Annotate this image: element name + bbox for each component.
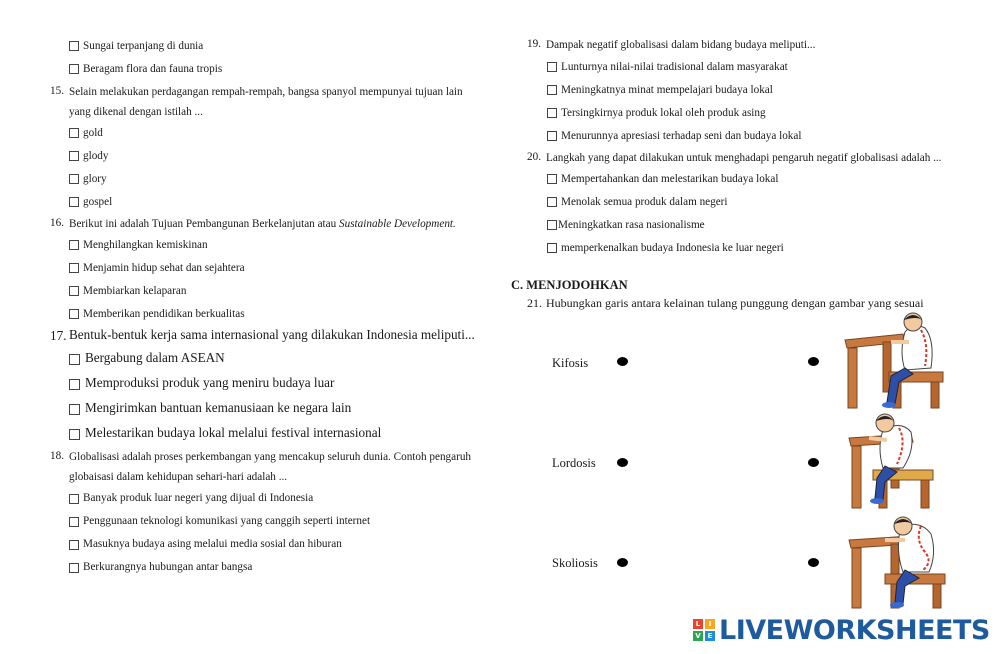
option-text: Tersingkirnya produk lokal oleh produk asing: [561, 107, 766, 119]
option-text: gospel: [83, 196, 113, 208]
option-text: Mengirimkan bantuan kemanusiaan ke negara lain: [85, 400, 352, 415]
section-title: C. MENJODOHKAN: [511, 278, 628, 292]
checkbox[interactable]: [69, 517, 79, 527]
option-text: glory: [83, 173, 107, 185]
question-number: 18.: [50, 450, 64, 462]
question-text: Langkah yang dapat dilakukan untuk menghadapi pengaruh negatif globalisasi adalah ...: [546, 152, 942, 164]
option-text: Banyak produk luar negeri yang dijual di Indonesia: [83, 492, 314, 504]
question-text: yang dikenal dengan istilah ...: [69, 106, 203, 118]
checkbox[interactable]: [69, 494, 79, 504]
checkbox[interactable]: [69, 354, 80, 365]
question-number: 16.: [50, 217, 64, 229]
match-dot-left[interactable]: [617, 458, 628, 467]
question-text: Globalisasi adalah proses perkembangan yang mencakup seluruh dunia. Contoh pengaruh: [69, 451, 472, 463]
logo-mark-icon: [693, 619, 715, 641]
option-text: Beragam flora dan fauna tropis: [83, 63, 223, 75]
checkbox[interactable]: [547, 62, 557, 72]
option-text: Mempertahankan dan melestarikan budaya lokal: [561, 173, 779, 185]
question-text-plain: Berikut ini adalah Tujuan Pembangunan Berkelanjutan atau: [69, 218, 339, 230]
checkbox[interactable]: [69, 41, 79, 51]
option-text: Sungai terpanjang di dunia: [83, 40, 204, 52]
checkbox[interactable]: [547, 243, 557, 253]
option-text: Memberikan pendidikan berkualitas: [83, 308, 245, 320]
question-number: 20.: [527, 151, 541, 163]
sitting-child-illustration: [845, 412, 950, 512]
checkbox[interactable]: [69, 404, 80, 415]
option-text: Meningkatnya minat mempelajari budaya lokal: [561, 84, 773, 96]
option-text: memperkenalkan budaya Indonesia ke luar negeri: [561, 242, 784, 254]
checkbox[interactable]: [69, 128, 79, 138]
option-text: Memproduksi produk yang meniru budaya luar: [85, 375, 335, 390]
option-text: Menjamin hidup sehat dan sejahtera: [83, 262, 245, 274]
match-dot-left[interactable]: [617, 558, 628, 567]
checkbox[interactable]: [69, 429, 80, 440]
match-label-lordosis: Lordosis: [552, 456, 596, 470]
option-text: Bergabung dalam ASEAN: [85, 350, 225, 365]
option-text: glody: [83, 150, 109, 162]
question-text: Dampak negatif globalisasi dalam bidang budaya meliputi...: [546, 39, 816, 51]
question-number: 21.: [527, 296, 542, 310]
option-text: Melestarikan budaya lokal melalui festival internasional: [85, 425, 382, 440]
match-dot-right[interactable]: [808, 458, 819, 467]
checkbox[interactable]: [547, 174, 557, 184]
checkbox[interactable]: [69, 197, 79, 207]
question-text: [69, 217, 456, 231]
checkbox[interactable]: [69, 64, 79, 74]
match-dot-right[interactable]: [808, 357, 819, 366]
checkbox[interactable]: [69, 286, 79, 296]
option-text: Menolak semua produk dalam negeri: [561, 196, 728, 208]
checkbox[interactable]: [69, 309, 79, 319]
option-text: Menurunnya apresiasi terhadap seni dan budaya lokal: [561, 130, 802, 142]
match-label-kifosis: Kifosis: [552, 356, 589, 370]
option-text: Membiarkan kelaparan: [83, 285, 187, 297]
question-number: 17.: [50, 328, 67, 343]
option-text: Lunturnya nilai-nilai tradisional dalam masyarakat: [561, 61, 788, 73]
checkbox[interactable]: [547, 197, 557, 207]
checkbox[interactable]: [69, 563, 79, 573]
logo-letter: L: [693, 619, 703, 629]
logo-letter: V: [693, 631, 703, 641]
checkbox[interactable]: [69, 240, 79, 250]
sitting-child-illustration: [843, 312, 948, 412]
option-text: Menghilangkan kemiskinan: [83, 239, 208, 251]
checkbox[interactable]: [547, 85, 557, 95]
checkbox[interactable]: [69, 263, 79, 273]
sitting-child-illustration: [845, 512, 950, 610]
question-text: Bentuk-bentuk kerja sama internasional yang dilakukan Indonesia meliputi...: [69, 327, 475, 342]
checkbox[interactable]: [547, 131, 557, 141]
option-text: Meningkatkan rasa nasionalisme: [558, 219, 705, 231]
liveworksheets-logo[interactable]: [693, 613, 990, 647]
logo-letter: I: [705, 619, 715, 629]
question-text: globaisasi dalam kehidupan sehari-hari adalah ...: [69, 471, 288, 483]
logo-letter: E: [705, 631, 715, 641]
checkbox[interactable]: [547, 108, 557, 118]
option-text: Masuknya budaya asing melalui media sosial dan hiburan: [83, 538, 342, 550]
match-label-skoliosis: Skoliosis: [552, 556, 598, 570]
checkbox[interactable]: [547, 220, 557, 230]
question-text-italic: Sustainable Development.: [339, 218, 456, 230]
question-text: Hubungkan garis antara kelainan tulang punggung dengan gambar yang sesuai: [546, 296, 924, 310]
match-dot-left[interactable]: [617, 357, 628, 366]
checkbox[interactable]: [69, 174, 79, 184]
question-number: 19.: [527, 38, 541, 50]
logo-text: LIVEWORKSHEETS: [719, 614, 990, 646]
checkbox[interactable]: [69, 379, 80, 390]
option-text: Berkurangnya hubungan antar bangsa: [83, 561, 253, 573]
checkbox[interactable]: [69, 540, 79, 550]
option-text: Penggunaan teknologi komunikasi yang canggih seperti internet: [83, 515, 371, 527]
checkbox[interactable]: [69, 151, 79, 161]
match-dot-right[interactable]: [808, 558, 819, 567]
question-text: Selain melakukan perdagangan rempah-rempah, bangsa spanyol mempunyai tujuan lain: [69, 86, 463, 98]
option-text: gold: [83, 127, 103, 139]
question-number: 15.: [50, 85, 64, 97]
